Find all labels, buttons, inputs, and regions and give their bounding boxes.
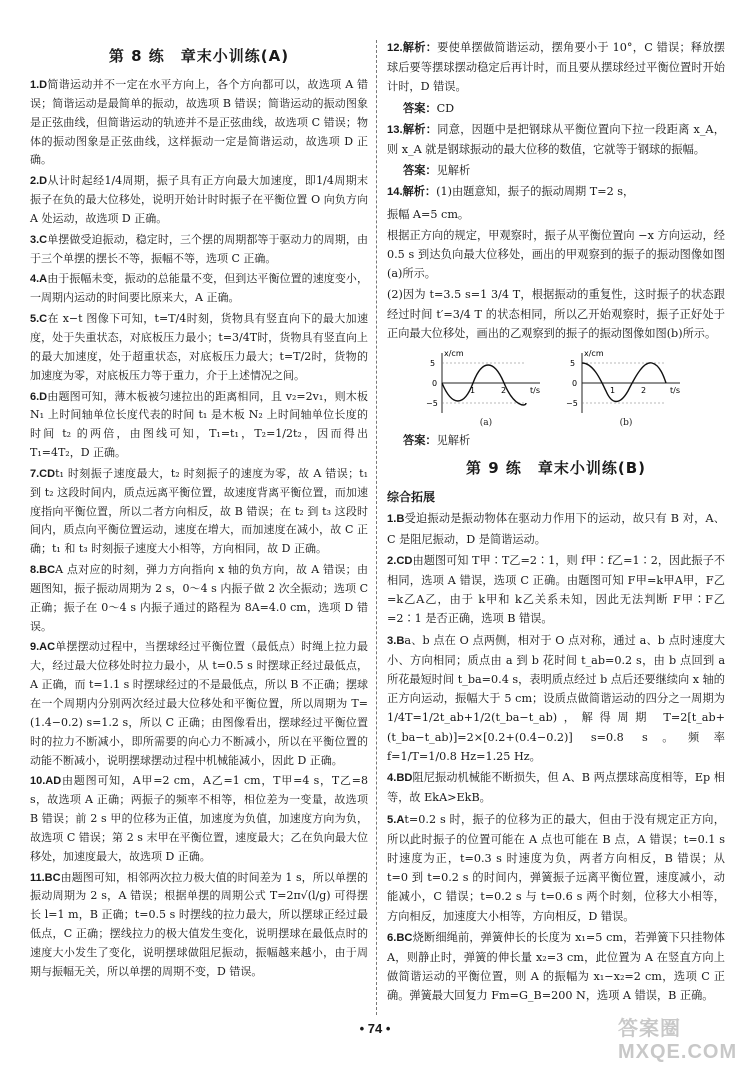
graph-b-plot [566, 347, 686, 417]
entry-14 [387, 182, 725, 202]
entry-14-p1: (1)由题意知，振子的振动周期 T=2 s， [436, 185, 635, 199]
entry-number: 3.B [387, 634, 405, 647]
entry-text: A 点对应的时刻，弹力方向指向 x 轴的负方向，故 A 错误；由题图知，振子振动周期为 2 s，0～4 s 内振子做 2 次全振动；选项 C 正确；振子在 0～4 s 内振子通过的路程为 8A=4.0 cm，选项 D 错误。 [30, 563, 368, 633]
right-column [387, 38, 725, 1008]
entry-answer [403, 161, 725, 180]
entry-14-p3: 根据正方向的规定，甲观察时，振子从平衡位置向 −x 方向运动，经 0.5 s 到达负向最大位移处，画出的甲观察到的振子的振动图像如图(a)所示。 [387, 228, 725, 281]
entry-item [30, 76, 368, 170]
entry-item [387, 509, 725, 548]
entry-item [30, 561, 368, 636]
entry-item [387, 631, 725, 766]
entry-text: 简谐运动并不一定在水平方向上，各个方向都可以，故选项 A 错误；简谐运动是最简单的振动，故选项 B 错误；简谐运动的振动图象是正弦曲线，但简谐运动的轨迹并不是正弦曲线，故选项 C 错误；物体的振动图象是正弦曲线，这样振动一定是简谐运动，故选项 D 正确。 [30, 78, 368, 167]
right-entry-list [387, 509, 725, 1005]
graph-b-ylabel: x/cm [584, 349, 604, 359]
entry-text: t₁ 时刻振子速度最大，t₂ 时刻振子的速度为零，故 A 错误；t₁ 到 t₂ 这段时间内，质点远离平衡位置，故速度背离平衡位置，而加速度指向平衡位置，所以二者方向相反，故 B 错误；在 t₂ 到 t₃ 这段时间内，质点向平衡位置运动，速度在增大，而加速度在减小，故 C 正确；t₁ 和 t₃ 时刻振子速度大小相等，方向相同，故 D 正确。 [30, 466, 368, 556]
entry-number: 6.BC [387, 931, 413, 944]
graph-b [566, 347, 686, 429]
section-title-9: 第 9 练 章末小训练(B) [465, 459, 647, 478]
subheading-comprehensive: 综合拓展 [387, 490, 436, 505]
graph-b-xtick-2: 2 [641, 386, 647, 396]
graph-a-ylabel: x/cm [444, 349, 464, 359]
entry-text: 由题图可知，薄木板被匀速拉出的距离相同，且 v₂=2v₁，则木板 N₁ 上时间轴单位长度代表的时间 t₁ 是木板 N₂ 上时间轴单位长度的时间 t₂ 的两倍，由图线可知，T₁=t₁，T₂=1/2t₂，因而得出 T₁=4T₂，D 正确。 [30, 389, 368, 460]
graph-a-ytick-0: 0 [432, 379, 438, 389]
entry-number: 5.A [387, 813, 405, 826]
section-title-8: 第 8 练 章末小训练(A) [108, 47, 290, 65]
graph-a-xtick-1: 1 [470, 386, 476, 396]
entry-text: 由题图可知 T甲∶T乙=2∶1，则 f甲∶f乙=1∶2，因此振子不相同，选项 A 错误，选项 C 正确。由题图可知 F甲=k甲A甲，F乙=k乙A乙，由于 k甲和 k乙关系未知，因此无法判断 F甲∶F乙=2∶1 是否正确，选项 B 错误。 [387, 553, 725, 626]
entry-number: 2.CD [387, 554, 413, 567]
entry-text: 由题图可知，A甲=2 cm，A乙=1 cm，T甲=4 s，T乙=8 s，故选项 A 正确；两振子的频率不相等，相位差为一变量，故选项 B 错误；前 2 s 甲的位移为正值，加速度为负值，加速度方向为负，故选项 C 错误；第 2 s 末甲在平衡位置，速度最大；乙在负向最大位移处，加速度最大，故选项 D 正确。 [30, 774, 368, 863]
entry-number: 13.解析： [387, 123, 438, 136]
graph-a-xtick-2: 2 [501, 386, 507, 396]
entry-number: 3.C [30, 233, 48, 246]
graph-a-ytick-neg5: −5 [426, 399, 438, 409]
answer-label: 答案： [403, 164, 437, 178]
entry-item [30, 465, 368, 559]
entry-number: 4.BD [387, 772, 413, 785]
entry-item [387, 928, 725, 1006]
answer-label: 答案： [403, 434, 437, 448]
entry-item [30, 388, 368, 463]
entry-text: 要使单摆做简谐运动，摆角要小于 10°，C 错误；释放摆球后要等摆球摆动稳定后再计时，而且要从摆球经过平衡位置时开始计时，D 错误。 [387, 41, 725, 94]
graph-a [426, 347, 546, 429]
entry-item [30, 638, 368, 770]
entry-number: 12.解析： [387, 42, 438, 54]
graph-b-ytick-neg5: −5 [566, 399, 578, 409]
entry-text: 单摆摆动过程中，当摆球经过平衡位置（最低点）时绳上拉力最大，经过最大位移处时拉力最小，从 t=0.5 s 时摆球正经过最低点，A 正确，而 t=1.1 s 时摆球经过的不是最低点，所以 B 不正确；摆球在一个周期内分别两次经过最大位移处和平衡位置，所以周期为 T=(1.4−0.2) s=1.2 s，所以 C 正确；由图像看出，摆球经过平衡位置时的拉力不断减小，即所需要的向心力不断减小，所以在平衡位置的动能不断减小，说明摆球摆动过程中机械能减小，因此 D 正确。 [30, 640, 368, 767]
page-number: • 74 • [359, 1021, 391, 1036]
entry-text: 阻尼振动机械能不断损失，但 A、B 两点摆球高度相等，Ep 相等，故 EkA>EkB。 [387, 771, 725, 805]
entry-text: 同意，因题中是把钢球从平衡位置向下拉一段距离 x_A，则 x_A 就是钢球振动的最大位移的数值，它就等于钢球的振幅。 [387, 122, 725, 157]
entry-14-p2: 振幅 A=5 cm。 [387, 207, 470, 221]
oscillation-graphs [387, 347, 725, 429]
entry-text: 从计时起经1/4周期，振子具有正方向最大加速度，即1/4周期末振子在负的最大位移处，说明开始计时时振子在平衡位置 O 向负方向 A 处运动，故选项 D 正确。 [30, 174, 368, 225]
entry-item [30, 172, 368, 229]
left-column [30, 38, 368, 984]
entry-item [30, 772, 368, 866]
entry-text: 烧断细绳前，弹簧伸长的长度为 x₁=5 cm，若弹簧下只挂物体 A，则静止时，弹簧的伸长量 x₂=3 cm，此位置为 A 在竖直方向上做简谐运动的平衡位置，则 A 的振幅为 x₁−x₂=2 cm，选项 C 正确。弹簧最大回复力 Fm=G_B=200 N，选项 A 错误，B 正确。 [387, 930, 725, 1003]
graph-a-plot [426, 347, 546, 417]
entry-number: 11.BC [30, 871, 61, 884]
entry-item [387, 120, 725, 159]
graph-b-caption: (b) [619, 418, 633, 429]
entry-number: 6.D [30, 390, 48, 403]
entry-number: 7.CD [30, 467, 56, 480]
entry-text: t=0.2 s 时，振子的位移为正的最大，但由于没有规定正方向，所以此时振子的位置可能在 A 点也可能在 B 点，A 错误；t=0.1 s 时速度为正，t=0.3 s 时速度为负，两者方向相反，B 错误；从 t=0 到 t=0.2 s 的时间内，弹簧振子远离平衡位置，速度减小，动能减小，C 错误；t=0.2 s 与 t=0.6 s 两个时刻，位移大小相等，方向相反，加速度大小相等，方向相反，D 错误。 [387, 812, 725, 923]
entry-text: 由题图可知，相邻两次拉力极大值的时间差为 1 s，所以单摆的振动周期为 2 s，A 错误；根据单摆的周期公式 T=2π√(l/g) 可得摆长 l=1 m，B 正确；t=0.5 s 时摆线的拉力最大，所以摆球正经过最低点，C 正确；摆线拉力的极大值发生变化，说明摆球在最低点时的速度大小发生了变化，说明摆球做阻尼振动，振幅越来越小，由于周期与振幅无关，所以单摆的周期不变，D 错误。 [30, 870, 368, 978]
entry-number: 5.C [30, 313, 48, 326]
graph-a-caption: (a) [479, 418, 493, 429]
entry-number: 10.AD [30, 775, 62, 788]
graph-b-xtick-1: 1 [610, 386, 616, 396]
entry-14-number: 14.解析： [387, 186, 437, 199]
entry-number: 2.D [30, 175, 48, 188]
entry-text: 受迫振动是振动物体在驱动力作用下的运动，故只有 B 对，A、C 是阻尼振动，D 是简谐运动。 [387, 512, 725, 546]
answer-label: 答案： [403, 101, 437, 115]
entry-item [387, 810, 725, 926]
graph-b-ytick-0: 0 [572, 379, 578, 389]
graph-a-ytick-5: 5 [430, 359, 436, 369]
entry-text: 由于振幅未变，振动的总能量不变，但到达平衡位置的速度变小，一周期内运动的时间要比原来大，A 正确。 [30, 272, 368, 305]
entry-number: 1.D [30, 79, 48, 91]
entry-item [30, 869, 368, 982]
entry-number: 8.BC [30, 564, 56, 577]
entry-text: 在 x−t 图像下可知，t=T/4时刻，货物具有竖直向下的最大加速度，处于失重状态，对底板压力最小；t=3/4T时，货物具有竖直向上的最大加速度，处于超重状态，对底板压力最大；t=T/2时，货物的加速度为零，对底板压力等于重力，介于上述情况之间。 [30, 312, 368, 382]
entry-number: 9.AC [30, 641, 56, 654]
entry-number: 4.A [30, 273, 48, 286]
entry-14-p4: (2)因为 t=3.5 s=1 3/4 T，根据振动的重复性，这时振子的状态跟经过时间 t′=3/4 T 的状态相同，所以乙开始观察时，振子正好处于正向最大位移处，画出的乙观察到的振子的振动图像如图(b)所示。 [387, 288, 725, 340]
answer-value: 见解析 [436, 434, 471, 448]
right-top-entries [387, 38, 725, 180]
answer-value: 见解析 [436, 164, 471, 178]
entry-text: a、b 点在 O 点两侧，相对于 O 点对称，通过 a、b 点时速度大小、方向相同；质点由 a 到 b 花时间 t_ab=0.2 s，由 b 点回到 a 所花最短时间 t_ba=0.4 s，表明质点经过 b 点后还要继续向 x 轴的正方向运动，振幅大于 5 cm；设质点做简谐运动的四分之一周期为1/4T=1/2t_ab+1/2(t_ba−t_ab)，解得周期 T=2[t_ab+(t_ba−t_ab)]=2×[0.2+(0.4−0.2)] s=0.8 s。频率 f=1/T=1/0.8 Hz=1.25 Hz。 [387, 633, 725, 763]
entry-item [387, 551, 725, 629]
entry-item [30, 231, 368, 269]
graph-b-ytick-5: 5 [570, 359, 576, 369]
entry-item [387, 38, 725, 97]
site-watermark: 答案圈 MXQE.COM [618, 1018, 738, 1063]
entry-item [30, 310, 368, 385]
left-entry-list [30, 76, 368, 982]
entry-item [30, 270, 368, 308]
graph-a-xlabel: t/s [530, 386, 540, 396]
entry-item [387, 768, 725, 807]
answer-value: CD [436, 101, 455, 115]
entry-number: 1.B [387, 513, 405, 526]
entry-text: 单摆做受迫振动，稳定时，三个摆的周期都等于驱动力的周期，由于三个单摆的摆长不等，振幅不等，选项 C 正确。 [30, 232, 368, 265]
column-divider [376, 40, 377, 1015]
graph-b-xlabel: t/s [670, 386, 680, 396]
entry-14-answer [403, 431, 725, 450]
entry-answer [403, 99, 725, 118]
